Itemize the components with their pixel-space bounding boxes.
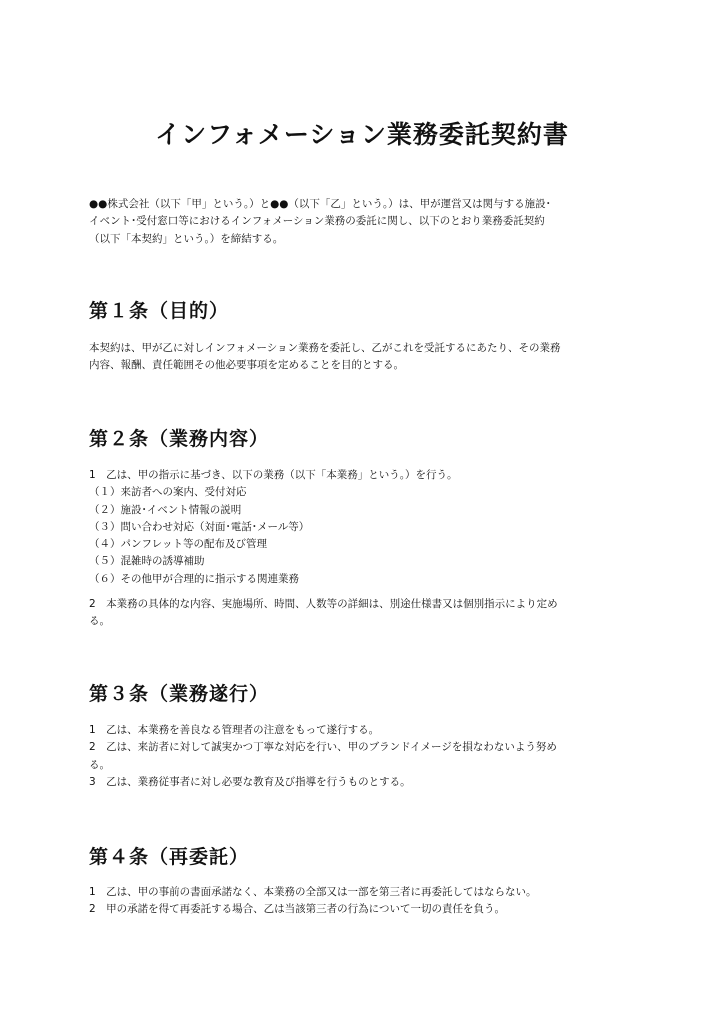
- article-line: 1 乙は、本業務を善良なる管理者の注意をもって遂行する。: [89, 724, 380, 736]
- list-item: （６）その他甲が合理的に指示する関連業務: [89, 572, 299, 585]
- article-line: 1 乙は、甲の指示に基づき、以下の業務（以下「本業務」という。）を行う。: [89, 469, 458, 481]
- article-line: 2 乙は、来訪者に対して誠実かつ丁寧な対応を行い、甲のブランドイメージを損なわないよう努め: [89, 741, 557, 754]
- article-line: 2 本業務の具体的な内容、実施場所、時間、人数等の詳細は、別途仕様書又は個別指示により定め: [89, 598, 558, 610]
- preamble-line: （以下「本契約」という。）を締結する。: [89, 232, 284, 245]
- list-item: （３）問い合わせ対応（対面･電話･メール等）: [89, 520, 310, 533]
- article-line: 3 乙は、業務従事者に対し必要な教育及び指導を行うものとする。: [89, 775, 411, 788]
- article-2-body: [89, 467, 649, 588]
- article-4-body: [89, 884, 649, 919]
- article-2-heading: 第２条（業務内容）: [89, 428, 270, 450]
- preamble: [89, 196, 649, 248]
- document-title: インフォメーション業務委託契約書: [155, 120, 569, 149]
- article-line: る。: [89, 615, 110, 628]
- list-item: （５）混雑時の誘導補助: [89, 555, 205, 568]
- article-line: 本契約は、甲が乙に対しインフォメーション業務を委託し、乙がこれを受託するにあたり、その業務: [89, 342, 561, 354]
- article-1-heading: 第１条（目的）: [89, 300, 230, 322]
- list-item: （２）施設･イベント情報の説明: [89, 503, 242, 516]
- article-4-heading: 第４条（再委託）: [89, 846, 250, 868]
- preamble-line: イベント･受付窓口等におけるインフォメーション業務の委託に関し、以下のとおり業務委託契約: [89, 215, 545, 228]
- article-3-body: [89, 722, 649, 791]
- list-item: （１）来訪者への案内、受付対応: [89, 486, 247, 499]
- preamble-line: ●●株式会社（以下「甲」という。）と●●（以下「乙」という。）は、甲が運営又は関与する施設･: [89, 198, 551, 210]
- article-2-clause-2: [89, 596, 649, 631]
- article-1-body: [89, 340, 649, 375]
- article-line: る。: [89, 758, 110, 771]
- article-line: 2 甲の承諾を得て再委託する場合、乙は当該第三者の行為について一切の責任を負う。: [89, 903, 505, 916]
- article-line: 内容、報酬、責任範囲その他必要事項を定めることを目的とする。: [89, 359, 404, 372]
- article-line: 1 乙は、甲の事前の書面承諾なく、本業務の全部又は一部を第三者に再委託してはならない。: [89, 886, 537, 898]
- list-item: （４）パンフレット等の配布及び管理: [89, 538, 267, 551]
- article-3-heading: 第３条（業務遂行）: [89, 683, 270, 705]
